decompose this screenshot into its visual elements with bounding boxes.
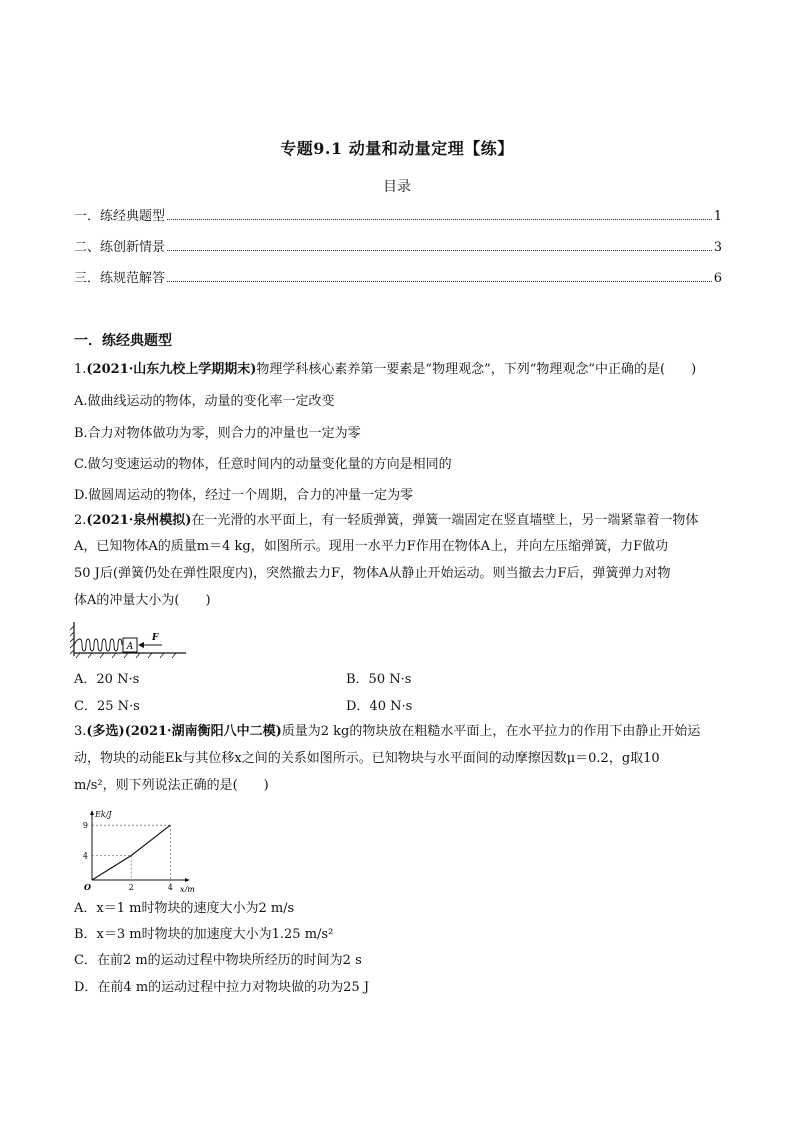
- option-d: D．40 N·s: [346, 699, 413, 714]
- option-c: C．25 N·s: [74, 699, 140, 714]
- question-number: 2.: [74, 513, 87, 528]
- toc-item-label: 三．练规范解答: [74, 271, 166, 286]
- ek-x-chart: [80, 808, 200, 892]
- option-d: D.做圆周运动的物体，经过一个周期，合力的冲量一定为零: [74, 488, 414, 503]
- toc-item-page: 6: [713, 271, 722, 286]
- toc-leader: [167, 280, 712, 282]
- question-2-line: 体A的冲量大小为( ): [74, 593, 211, 608]
- y-tick-label: 4: [82, 851, 88, 861]
- question-source: (多选)(2021·湖南衡阳八中二模): [86, 724, 282, 739]
- question-number: 1.: [74, 362, 87, 377]
- block-label: A: [126, 642, 134, 652]
- x-tick-label: 2: [128, 883, 134, 892]
- x-axis-arrowhead: [185, 878, 190, 882]
- option-b: B．x＝3 m时物块的加速度大小为1.25 m/s²: [74, 927, 334, 942]
- toc-item[interactable]: [74, 266, 722, 286]
- toc-item-label: 一．练经典题型: [74, 209, 166, 224]
- page-title: 专题9.1 动量和动量定理【练】: [280, 139, 514, 158]
- option-c: C．在前2 m的运动过程中物块所经历的时间为2 s: [74, 953, 362, 968]
- question-2-line: 50 J后(弹簧仍处在弹性限度内)，突然撤去力F，物体A从静止开始运动。则当撤去力F后，弹簧弹力对物: [74, 566, 671, 581]
- option-b: B.合力对物体做功为零，则合力的冲量也一定为零: [74, 426, 361, 441]
- question-2-stem: [74, 511, 724, 531]
- force-label: F: [152, 633, 159, 643]
- y-axis-label: Ek/J: [95, 810, 112, 819]
- question-3-line: m/s²，则下列说法正确的是( ): [74, 778, 269, 793]
- x-axis-label: x/m: [180, 885, 195, 892]
- x-tick-label: 4: [167, 883, 173, 892]
- y-tick-label: 9: [82, 821, 88, 831]
- question-text: 质量为2 kg的物块放在粗糙水平面上，在水平拉力的作用下由静止开始运: [281, 724, 701, 739]
- question-source: (2021·山东九校上学期期末): [86, 362, 257, 377]
- question-source: (2021·泉州模拟): [86, 513, 192, 528]
- option-a: A．x＝1 m时物块的速度大小为2 m/s: [74, 901, 295, 916]
- question-text: 在一光滑的水平面上，有一轻质弹簧，弹簧一端固定在竖直墙壁上，另一端紧靠着一物体: [191, 513, 699, 528]
- option-d: D．在前4 m的运动过程中拉力对物块做的功为25 J: [74, 980, 370, 995]
- question-1-stem: [74, 360, 724, 380]
- floor-hatch: [76, 653, 176, 658]
- option-a: A．20 N·s: [74, 672, 140, 687]
- option-c: C.做匀变速运动的物体，任意时间内的动量变化量的方向是相同的: [74, 457, 452, 472]
- toc-item-page: 3: [713, 240, 722, 255]
- y-axis-arrowhead: [90, 810, 94, 815]
- option-a: A.做曲线运动的物体，动量的变化率一定改变: [74, 394, 335, 409]
- question-2-line: A，已知物体A的质量m＝4 kg，如图所示。现用一水平力F作用在物体A上，并向左压缩弹簧，力F做功: [74, 539, 669, 554]
- toc-item-label: 二、练创新情景: [74, 240, 166, 255]
- option-b: B．50 N·s: [346, 672, 412, 687]
- question-3-stem: [74, 722, 724, 742]
- question-number: 3.: [74, 724, 87, 739]
- spring: [74, 639, 122, 651]
- toc-item[interactable]: [74, 204, 722, 224]
- question-text: 物理学科核心素养第一要素是“物理观念”，下列“物理观念”中正确的是( ): [256, 362, 697, 377]
- question-3-line: 动，物块的动能Ek与其位移x之间的关系如图所示。已知物块与水平面间的动摩擦因数μ＝0.2，g取10: [74, 751, 660, 766]
- toc-leader: [167, 249, 712, 251]
- toc-item-page: 1: [713, 209, 722, 224]
- toc-item[interactable]: [74, 235, 722, 255]
- spring-wall-figure: [70, 620, 190, 660]
- toc-heading: 目录: [383, 179, 411, 195]
- force-arrowhead: [138, 642, 144, 648]
- origin-label: O: [84, 882, 91, 892]
- section-heading: 一．练经典题型: [74, 333, 172, 349]
- toc-leader: [167, 218, 712, 220]
